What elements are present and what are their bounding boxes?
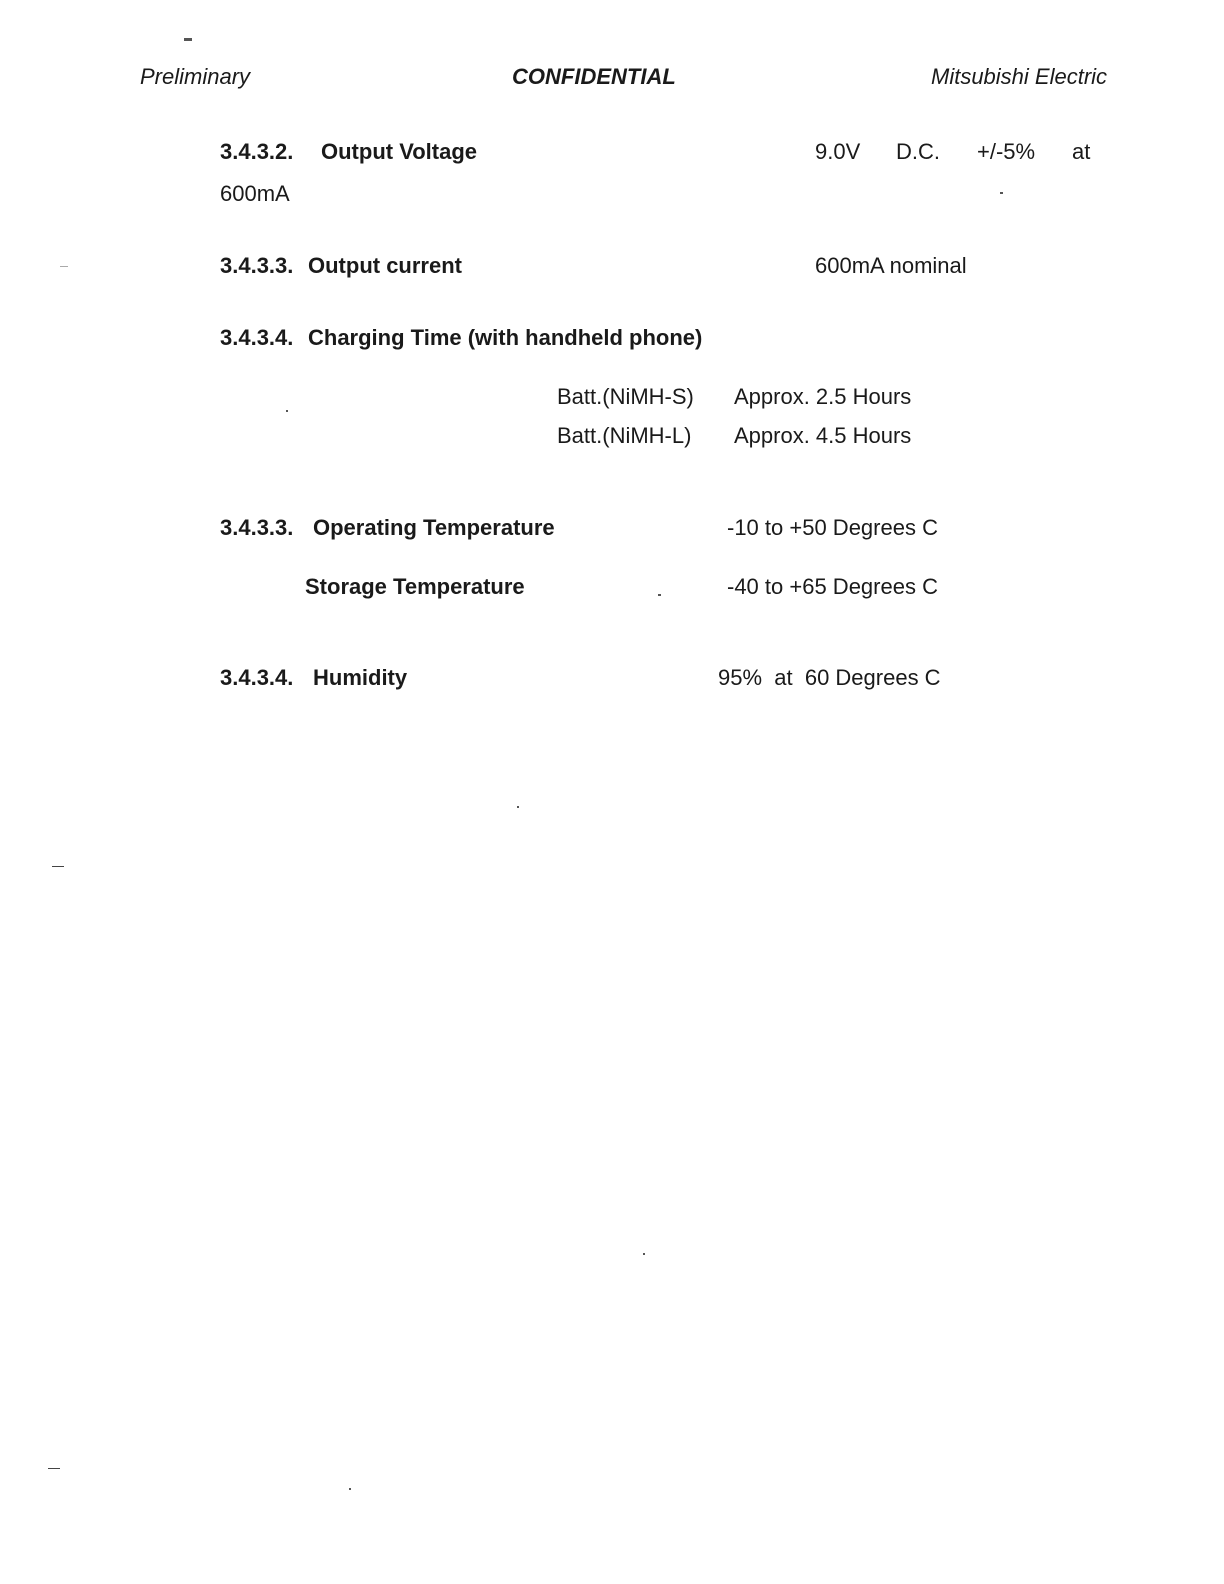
charging-time-number: 3.4.3.4. xyxy=(220,325,294,350)
operating-temp-value: -10 to +50 Degrees C xyxy=(727,515,938,540)
charging-battery-s: Batt.(NiMH-S) xyxy=(557,384,694,409)
output-voltage-number: 3.4.3.2. xyxy=(220,139,294,164)
output-current-value: 600mA nominal xyxy=(815,253,967,278)
operating-temp-title: Operating Temperature xyxy=(313,515,555,540)
header-confidential: CONFIDENTIAL xyxy=(512,64,676,89)
scan-speck xyxy=(643,1253,645,1255)
scan-dash xyxy=(60,266,68,267)
scan-speck xyxy=(1000,192,1003,194)
charging-battery-l: Batt.(NiMH-L) xyxy=(557,423,692,448)
output-voltage-value-4: at xyxy=(1072,139,1091,164)
scan-speck xyxy=(184,38,192,41)
output-voltage-value-2: D.C. xyxy=(896,139,940,164)
scan-speck xyxy=(286,410,288,412)
humidity-number: 3.4.3.4. xyxy=(220,665,294,690)
scan-dash xyxy=(48,1468,60,1469)
output-voltage-value-1: 9.0V xyxy=(815,139,861,164)
operating-temp-number: 3.4.3.3. xyxy=(220,515,294,540)
output-voltage-value-3: +/-5% xyxy=(977,139,1036,164)
output-voltage-title: Output Voltage xyxy=(321,139,478,164)
scan-speck xyxy=(658,594,661,596)
charging-time-l: Approx. 4.5 Hours xyxy=(734,423,912,448)
output-current-number: 3.4.3.3. xyxy=(220,253,294,278)
header-company: Mitsubishi Electric xyxy=(931,64,1108,89)
storage-temp-title: Storage Temperature xyxy=(305,574,525,599)
output-voltage-continuation: 600mA xyxy=(220,181,290,206)
scan-speck xyxy=(517,806,519,808)
header-preliminary: Preliminary xyxy=(140,64,251,89)
charging-time-s: Approx. 2.5 Hours xyxy=(734,384,912,409)
storage-temp-value: -40 to +65 Degrees C xyxy=(727,574,938,599)
scan-speck xyxy=(349,1488,351,1490)
humidity-title: Humidity xyxy=(313,665,408,690)
scan-dash xyxy=(52,866,64,867)
charging-time-title: Charging Time (with handheld phone) xyxy=(308,325,703,350)
humidity-value: 95% at 60 Degrees C xyxy=(718,665,941,690)
output-current-title: Output current xyxy=(308,253,462,278)
